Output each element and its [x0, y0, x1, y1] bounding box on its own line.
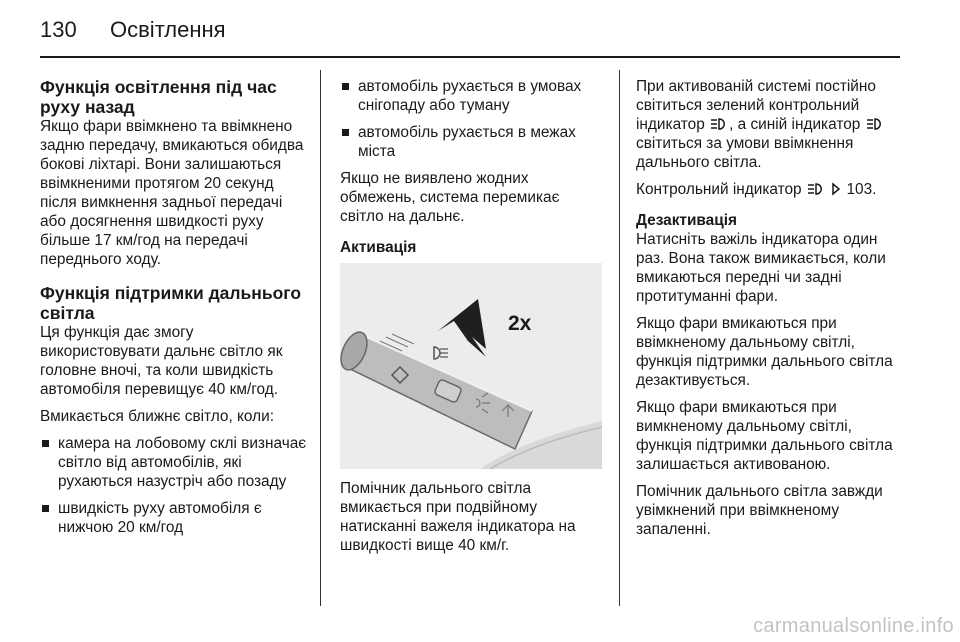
paragraph: Натисніть важіль індикатора один раз. Вона також вимикається, коли вмикаються передні чи задні протитуманні фари.: [636, 231, 886, 305]
column-divider-2: [619, 70, 620, 606]
paragraph: [636, 180, 900, 199]
list-item: швидкість руху автомобіля є нижчою 20 км/год: [40, 499, 308, 537]
page-reference-arrow-icon: [831, 182, 841, 196]
page-header-title: Освітлення: [110, 17, 226, 42]
subheading-activation: Активація: [340, 239, 417, 256]
paragraph: Помічник дальнього світла завжди увімкнений при ввімкненому запаленні.: [636, 483, 883, 538]
high-beam-assist-icon: [710, 117, 728, 131]
list-item: автомобіль рухається в межах міста: [340, 123, 606, 161]
bullet-list: [340, 77, 606, 161]
paragraph: Якщо фари вмикаються при ввімкненому дальньому світлі, функція підтримки дальнього світла дезактивується.: [636, 315, 893, 389]
column-divider-1: [320, 70, 321, 606]
text-fragment: , а синій індикатор: [729, 116, 861, 133]
watermark: carmanualsonline.info: [753, 615, 954, 637]
paragraph: [636, 77, 900, 172]
column-1: [40, 77, 308, 545]
section-heading-reverse-lighting: Функція освітлення під час руху назад: [40, 77, 277, 117]
paragraph: Якщо фари вмикаються при вимкненому дальньому світлі, функція підтримки дальнього світла залишається активованою.: [636, 399, 893, 473]
text-fragment: При активованій системі постійно світиться зелений контрольний індикатор: [636, 78, 876, 133]
section-heading-high-beam-assist: Функція підтримки дальнього світла: [40, 283, 302, 323]
text-fragment: Контрольний індикатор: [636, 181, 802, 198]
paragraph: Вмикається ближнє світло, коли:: [40, 408, 275, 425]
subheading-deactivation: Дезактивація: [636, 212, 737, 229]
list-item: автомобіль рухається в умовах снігопаду або туману: [340, 77, 606, 115]
lever-illustration: [340, 263, 602, 469]
paragraph: Якщо не виявлено жодних обмежень, система перемикає світло на дальнє.: [340, 170, 560, 225]
lever-drawing: [340, 263, 602, 469]
column-2: [340, 77, 606, 563]
bullet-list: [40, 434, 308, 537]
header-rule: [40, 56, 900, 58]
paragraph: Якщо фари ввімкнено та ввімкнено задню передачу, вмикаються обидва бокові ліхтарі. Вони залишаються ввімкненими протягом 20 секунд після вимкнення задньої передачі або досягнення швидкості руху більше 17 км/год на передачі переднього ходу.: [40, 118, 304, 268]
double-press-label: 2x: [508, 312, 532, 335]
text-fragment: світиться за умови ввімкнення дальнього світла.: [636, 135, 854, 171]
list-item: камера на лобовому склі визначає світло від автомобілів, які рухаються назустріч або позаду: [40, 434, 308, 491]
column-3: [636, 77, 900, 547]
paragraph: Помічник дальнього світла вмикається при подвійному натисканні важеля індикатора на швидкості вище 40 км/г.: [340, 480, 576, 554]
page-reference[interactable]: 103.: [846, 181, 877, 198]
page-number: 130: [40, 17, 77, 42]
high-beam-icon: [866, 117, 884, 131]
paragraph: Ця функція дає змогу використовувати дальнє світло як головне вночі, та коли швидкість автомобіля перевищує 40 км/год.: [40, 324, 283, 398]
high-beam-assist-icon: [807, 182, 825, 196]
